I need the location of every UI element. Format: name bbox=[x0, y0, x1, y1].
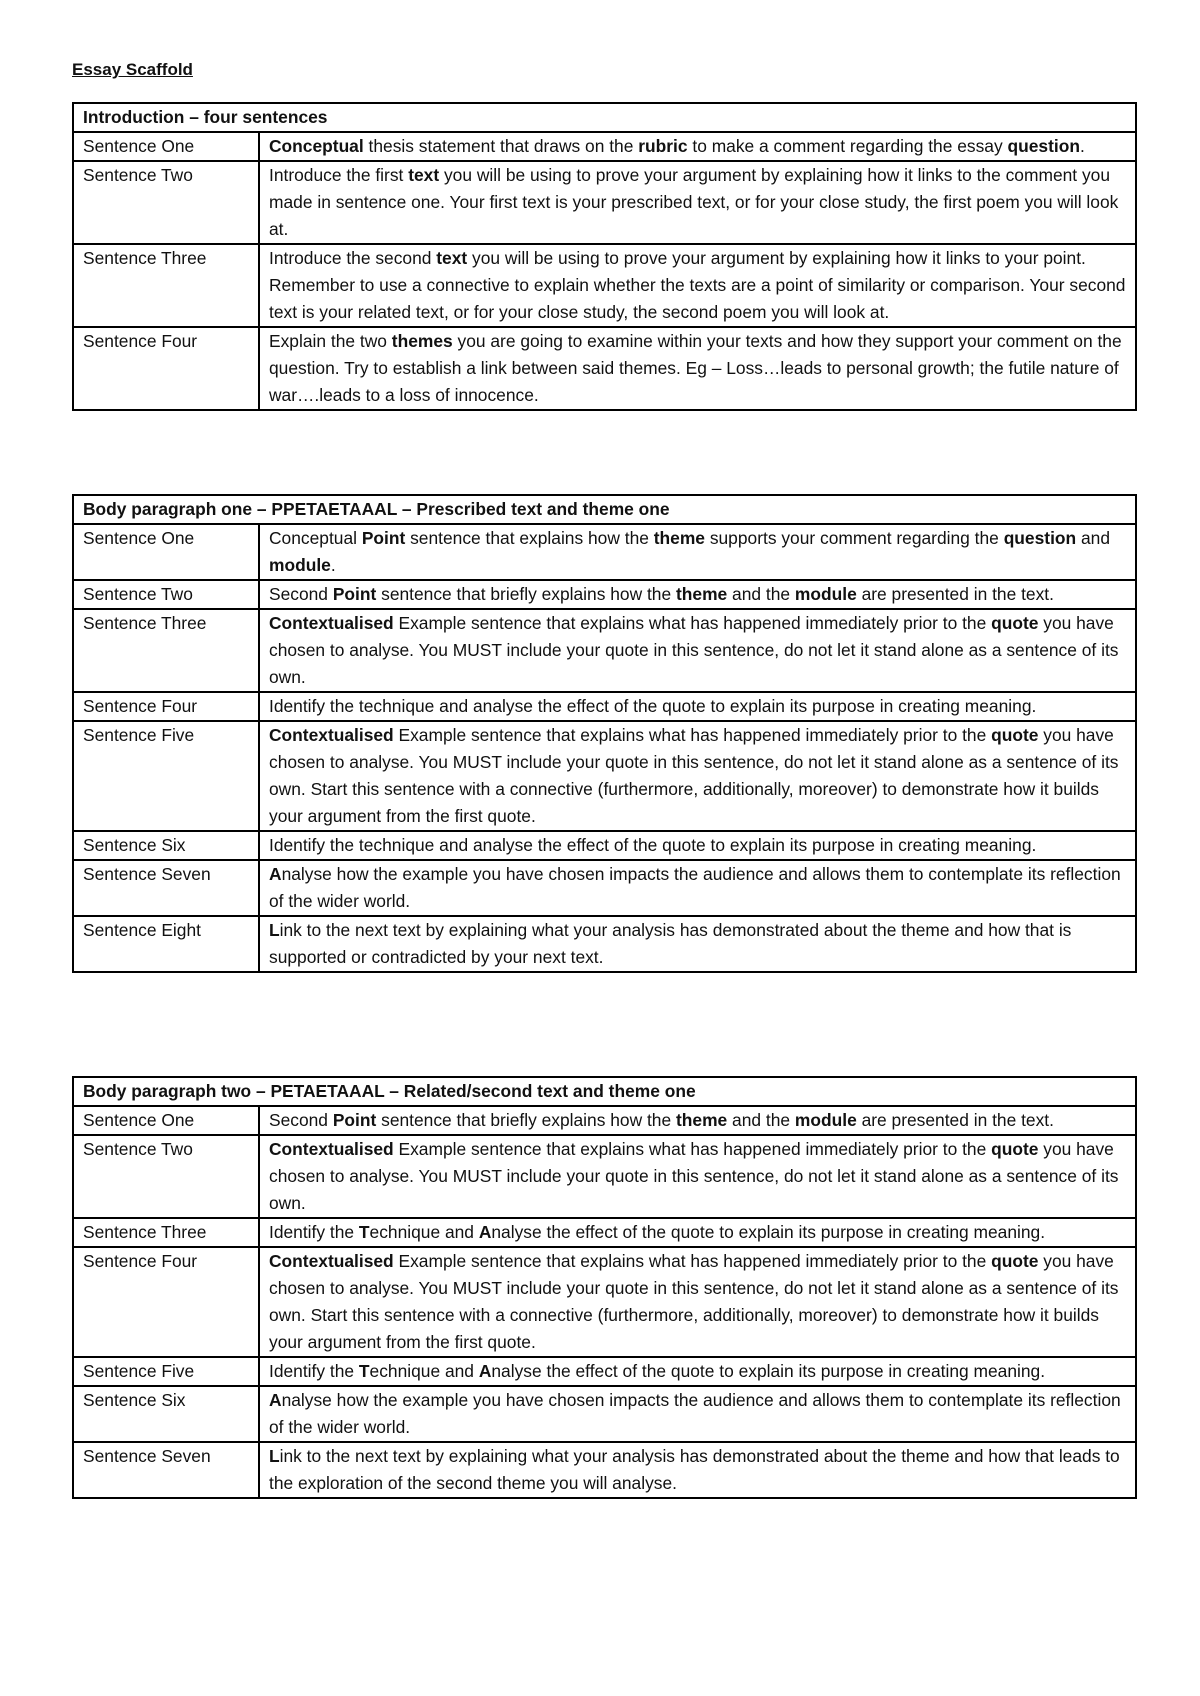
table-row bbox=[73, 609, 1136, 692]
sentence-label: Sentence Five bbox=[73, 1357, 259, 1386]
sentence-label: Sentence Two bbox=[73, 161, 259, 244]
sentence-label: Sentence Four bbox=[73, 327, 259, 410]
sentence-description: Contextualised Example sentence that explains what has happened immediately prior to the quote you have chosen to analyse. You MUST include your quote in this sentence, do not let it stand alone as a sentence of its own. Start this sentence with a connective (furthermore, additionally, moreover) to demonstrate how it builds your argument from the first quote. bbox=[259, 721, 1136, 831]
sentence-label: Sentence Three bbox=[73, 244, 259, 327]
sentence-label: Sentence Six bbox=[73, 1386, 259, 1442]
sentence-label: Sentence Seven bbox=[73, 860, 259, 916]
sentence-description: Conceptual Point sentence that explains how the theme supports your comment regarding the question and module. bbox=[259, 524, 1136, 580]
sentence-label: Sentence Four bbox=[73, 692, 259, 721]
sentence-label: Sentence Two bbox=[73, 580, 259, 609]
table-row bbox=[73, 831, 1136, 860]
table-row bbox=[73, 916, 1136, 972]
sentence-description: Introduce the second text you will be using to prove your argument by explaining how it links to your point. Remember to use a connective to explain whether the texts are a point of similarity or comparison. Your second text is your related text, or for your close study, the second poem you will look at. bbox=[259, 244, 1136, 327]
sentence-label: Sentence Seven bbox=[73, 1442, 259, 1498]
table-row bbox=[73, 1106, 1136, 1135]
table-row bbox=[73, 161, 1136, 244]
sentence-description: Conceptual thesis statement that draws on the rubric to make a comment regarding the essay question. bbox=[259, 132, 1136, 161]
sentence-description: Second Point sentence that briefly explains how the theme and the module are presented in the text. bbox=[259, 580, 1136, 609]
sentence-description: Contextualised Example sentence that explains what has happened immediately prior to the quote you have chosen to analyse. You MUST include your quote in this sentence, do not let it stand alone as a sentence of its own. Start this sentence with a connective (furthermore, additionally, moreover) to demonstrate how it builds your argument from the first quote. bbox=[259, 1247, 1136, 1357]
sentence-description: Identify the technique and analyse the effect of the quote to explain its purpose in creating meaning. bbox=[259, 831, 1136, 860]
sentence-description: Explain the two themes you are going to examine within your texts and how they support your comment on the question. Try to establish a link between said themes. Eg – Loss…leads to personal growth; the futile nature of war….leads to a loss of innocence. bbox=[259, 327, 1136, 410]
table-row bbox=[73, 1218, 1136, 1247]
body-paragraph-two-table bbox=[72, 1076, 1137, 1499]
sentence-label: Sentence Six bbox=[73, 831, 259, 860]
section-header: Body paragraph one – PPETAETAAAL – Prescribed text and theme one bbox=[73, 495, 1136, 524]
sentence-description: Identify the Technique and Analyse the effect of the quote to explain its purpose in creating meaning. bbox=[259, 1218, 1136, 1247]
table-row bbox=[73, 1357, 1136, 1386]
sentence-description: Second Point sentence that briefly explains how the theme and the module are presented in the text. bbox=[259, 1106, 1136, 1135]
sentence-description: Identify the Technique and Analyse the effect of the quote to explain its purpose in creating meaning. bbox=[259, 1357, 1136, 1386]
section-header: Introduction – four sentences bbox=[73, 103, 1136, 132]
sentence-label: Sentence Four bbox=[73, 1247, 259, 1357]
sentence-label: Sentence Three bbox=[73, 1218, 259, 1247]
sentence-description: Link to the next text by explaining what your analysis has demonstrated about the theme and how that leads to the exploration of the second theme you will analyse. bbox=[259, 1442, 1136, 1498]
body-paragraph-one-table bbox=[72, 494, 1137, 973]
table-row bbox=[73, 1386, 1136, 1442]
table-row bbox=[73, 692, 1136, 721]
sentence-label: Sentence Five bbox=[73, 721, 259, 831]
sentence-description: Contextualised Example sentence that explains what has happened immediately prior to the quote you have chosen to analyse. You MUST include your quote in this sentence, do not let it stand alone as a sentence of its own. bbox=[259, 1135, 1136, 1218]
sentence-description: Link to the next text by explaining what your analysis has demonstrated about the theme and how that is supported or contradicted by your next text. bbox=[259, 916, 1136, 972]
sentence-label: Sentence One bbox=[73, 524, 259, 580]
sentence-label: Sentence One bbox=[73, 132, 259, 161]
section-header-row bbox=[73, 103, 1136, 132]
sentence-label: Sentence Eight bbox=[73, 916, 259, 972]
sentence-label: Sentence One bbox=[73, 1106, 259, 1135]
table-row bbox=[73, 524, 1136, 580]
section-header-row bbox=[73, 1077, 1136, 1106]
table-row bbox=[73, 132, 1136, 161]
table-row bbox=[73, 1442, 1136, 1498]
section-header-row bbox=[73, 495, 1136, 524]
sentence-description: Identify the technique and analyse the effect of the quote to explain its purpose in creating meaning. bbox=[259, 692, 1136, 721]
sentence-description: Analyse how the example you have chosen impacts the audience and allows them to contemplate its reflection of the wider world. bbox=[259, 860, 1136, 916]
sentence-label: Sentence Two bbox=[73, 1135, 259, 1218]
table-row bbox=[73, 1247, 1136, 1357]
table-row bbox=[73, 244, 1136, 327]
sentence-description: Analyse how the example you have chosen impacts the audience and allows them to contemplate its reflection of the wider world. bbox=[259, 1386, 1136, 1442]
table-row bbox=[73, 580, 1136, 609]
table-row bbox=[73, 327, 1136, 410]
section-header: Body paragraph two – PETAETAAAL – Related/second text and theme one bbox=[73, 1077, 1136, 1106]
sentence-description: Introduce the first text you will be using to prove your argument by explaining how it links to the comment you made in sentence one. Your first text is your prescribed text, or for your close study, the first poem you will look at. bbox=[259, 161, 1136, 244]
introduction-table bbox=[72, 102, 1137, 411]
page-title: Essay Scaffold bbox=[72, 60, 193, 79]
sentence-description: Contextualised Example sentence that explains what has happened immediately prior to the quote you have chosen to analyse. You MUST include your quote in this sentence, do not let it stand alone as a sentence of its own. bbox=[259, 609, 1136, 692]
table-row bbox=[73, 721, 1136, 831]
table-row bbox=[73, 860, 1136, 916]
table-row bbox=[73, 1135, 1136, 1218]
sentence-label: Sentence Three bbox=[73, 609, 259, 692]
